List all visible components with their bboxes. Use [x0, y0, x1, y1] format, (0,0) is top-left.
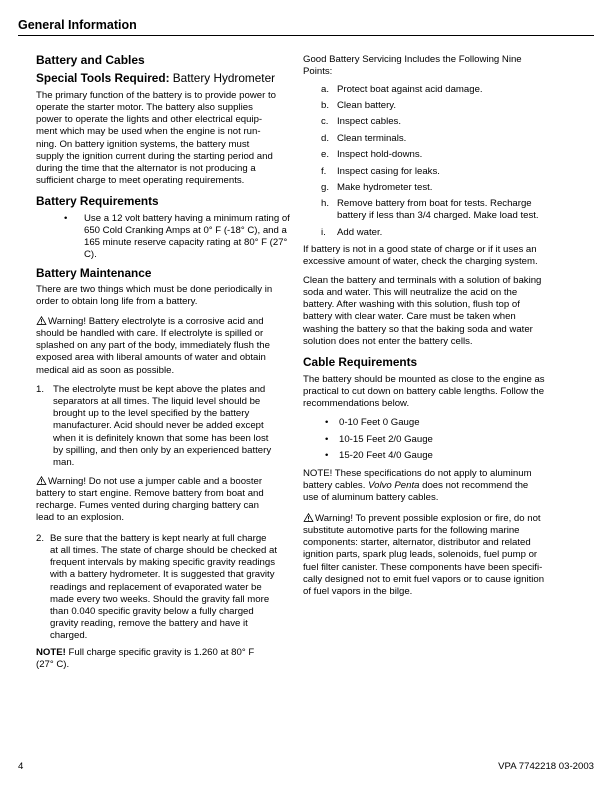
- servicing-point: [321, 227, 382, 239]
- section-title-battery-and-cables: Battery and Cables: [36, 53, 145, 67]
- point-text: Add water.: [337, 227, 383, 238]
- warning-electrolyte: [36, 316, 270, 377]
- servicing-point: [321, 84, 483, 96]
- item-text: Be sure that the battery is kept nearly at full charge at all times. The state of charge should be checked at frequent intervals by making specific gravity readings with a battery hydrometer. It is suggested that gravity readings and replacement of evaporated water be made every two weeks. Should the gravity fall more than 0.040 specific gravity below a fully charged gravity reading, remove the battery and have it charged.: [50, 533, 278, 642]
- battery-requirements-heading: Battery Requirements: [36, 194, 159, 208]
- point-text: Make hydrometer test.: [337, 182, 433, 193]
- charge-paragraph: If battery is not in a good state of charge or if it uses an excessive amount of water, check the charging system.: [303, 244, 538, 268]
- intro-paragraph: The primary function of the battery is to provide power to operate the starter motor. The battery also supplies power to operate the lights and other electrical equip- ment which may be used when the engine is not run- ning. On battery ignition systems, the battery must supply the ignition current during the starting period and during the time that the alternator is not producing a sufficient charge to meet operating requirements.: [36, 90, 276, 187]
- page-number: 4: [18, 761, 24, 772]
- cable-paragraph: The battery should be mounted as close to the engine as practical to cut down on battery cable lengths. Follow the recommendations below.: [303, 374, 545, 410]
- item-number: 2.: [36, 533, 45, 544]
- servicing-point: [321, 133, 406, 145]
- servicing-point: [321, 198, 539, 222]
- warning-triangle-icon: [36, 476, 47, 485]
- warning-text: Warning! To prevent possible explosion or fire, do not substitute automotive parts for the following marine components: starter, alternator, distributor and related ignition parts, spark plug leads, solenoids, fuel pump or fuel filter canister. These components have been specifi- cally designed not to emit fuel vapors or to cause ignition of fuel vapors in the bilge.: [303, 513, 545, 597]
- point-text: Inspect hold-downs.: [337, 149, 423, 160]
- note-aluminum-cables: [303, 468, 532, 504]
- note-text: NOTE! These specifications do not apply to aluminum battery cables.: [303, 468, 532, 492]
- special-tools-value: Battery Hydrometer: [169, 71, 276, 85]
- document-id: VPA 7742218 03-2003: [498, 761, 594, 772]
- warning-triangle-icon: [303, 513, 314, 522]
- note-label: NOTE!: [36, 647, 66, 658]
- cable-gauge-item: [325, 450, 433, 462]
- point-letter: f.: [321, 166, 327, 177]
- special-tools-line: [36, 71, 275, 85]
- point-letter: i.: [321, 227, 326, 238]
- servicing-point: [321, 182, 432, 194]
- point-text: Inspect cables.: [337, 116, 401, 127]
- warning-text: Warning! Do not use a jumper cable and a booster battery to start engine. Remove battery from boat and recharge. Fumes vented during charging battery can lead to an explosion.: [36, 476, 264, 524]
- point-text: Clean terminals.: [337, 133, 407, 144]
- servicing-intro: Good Battery Servicing Includes the Following Nine Points:: [303, 54, 522, 78]
- header-rule: [18, 35, 594, 36]
- servicing-point: [321, 116, 401, 128]
- note-text: does not recommend the use of aluminum battery cables.: [303, 480, 529, 504]
- warning-jumper-cable: [36, 476, 264, 525]
- bullet-icon: •: [325, 417, 329, 428]
- point-letter: c.: [321, 116, 329, 127]
- point-letter: h.: [321, 198, 330, 209]
- bullet-icon: •: [325, 450, 329, 461]
- bullet-icon: •: [325, 434, 329, 445]
- battery-maintenance-heading: Battery Maintenance: [36, 266, 152, 280]
- special-tools-label: Special Tools Required:: [36, 71, 170, 85]
- maintenance-item-1: [36, 384, 271, 469]
- warning-triangle-icon: [36, 316, 47, 325]
- cable-gauge-item: [325, 434, 433, 446]
- warning-marine-parts: [303, 513, 544, 598]
- servicing-point: [321, 100, 396, 112]
- point-letter: g.: [321, 182, 330, 193]
- requirement-text: Use a 12 volt battery having a minimum rating of 650 Cold Cranking Amps at 0° F (-18° C), and a 165 minute reserve capacity rating at 80° F (27° C).: [84, 213, 290, 261]
- item-number: 1.: [36, 384, 45, 395]
- warning-text: Warning! Battery electrolyte is a corrosive acid and should be handled with care. If electrolyte is spilled or splashed on any part of the body, immediately flush the exposed area with liberal amounts of water and obtain medical aid as soon as possible.: [36, 316, 270, 376]
- note-specific-gravity: [36, 647, 254, 671]
- point-text: Clean battery.: [337, 100, 397, 111]
- bullet-icon: •: [64, 213, 68, 224]
- servicing-point: [321, 149, 422, 161]
- maintenance-item-2: [36, 533, 277, 642]
- point-text: Inspect casing for leaks.: [337, 166, 440, 177]
- servicing-point: [321, 166, 440, 178]
- cable-gauge-text: 0-10 Feet 0 Gauge: [339, 417, 420, 428]
- brand-name: Volvo Penta: [368, 480, 420, 492]
- item-text: The electrolyte must be kept above the plates and separators at all times. The liquid level should be brought up to the level specified by the battery manufacturer. Acid should never be added except when it is definitely known that some has been lost by spilling, and then only by an experienced battery man.: [53, 384, 272, 468]
- cable-gauge-text: 10-15 Feet 2/0 Gauge: [339, 434, 433, 445]
- point-letter: e.: [321, 149, 330, 160]
- point-text: Protect boat against acid damage.: [337, 84, 483, 95]
- note-text: Full charge specific gravity is 1.260 at 80° F (27° C).: [36, 647, 255, 671]
- cable-gauge-text: 15-20 Feet 4/0 Gauge: [339, 450, 433, 461]
- cleaning-paragraph: Clean the battery and terminals with a solution of baking soda and water. This will neutralize the acid on the battery. After washing with this solution, flush top of battery with clear water. Care must be taken when washing the battery so that the baking soda and water solution does not enter the battery cells.: [303, 275, 542, 347]
- point-letter: d.: [321, 133, 330, 144]
- point-letter: b.: [321, 100, 330, 111]
- point-letter: a.: [321, 84, 330, 95]
- page-header-title: General Information: [18, 18, 137, 32]
- point-text: Remove battery from boat for tests. Recharge battery if less than 3/4 charged. Make load test.: [337, 198, 539, 222]
- requirement-bullet: [64, 213, 290, 262]
- cable-gauge-item: [325, 417, 420, 429]
- cable-requirements-heading: Cable Requirements: [303, 355, 418, 369]
- maintenance-intro: There are two things which must be done periodically in order to obtain long life from a battery.: [36, 284, 273, 308]
